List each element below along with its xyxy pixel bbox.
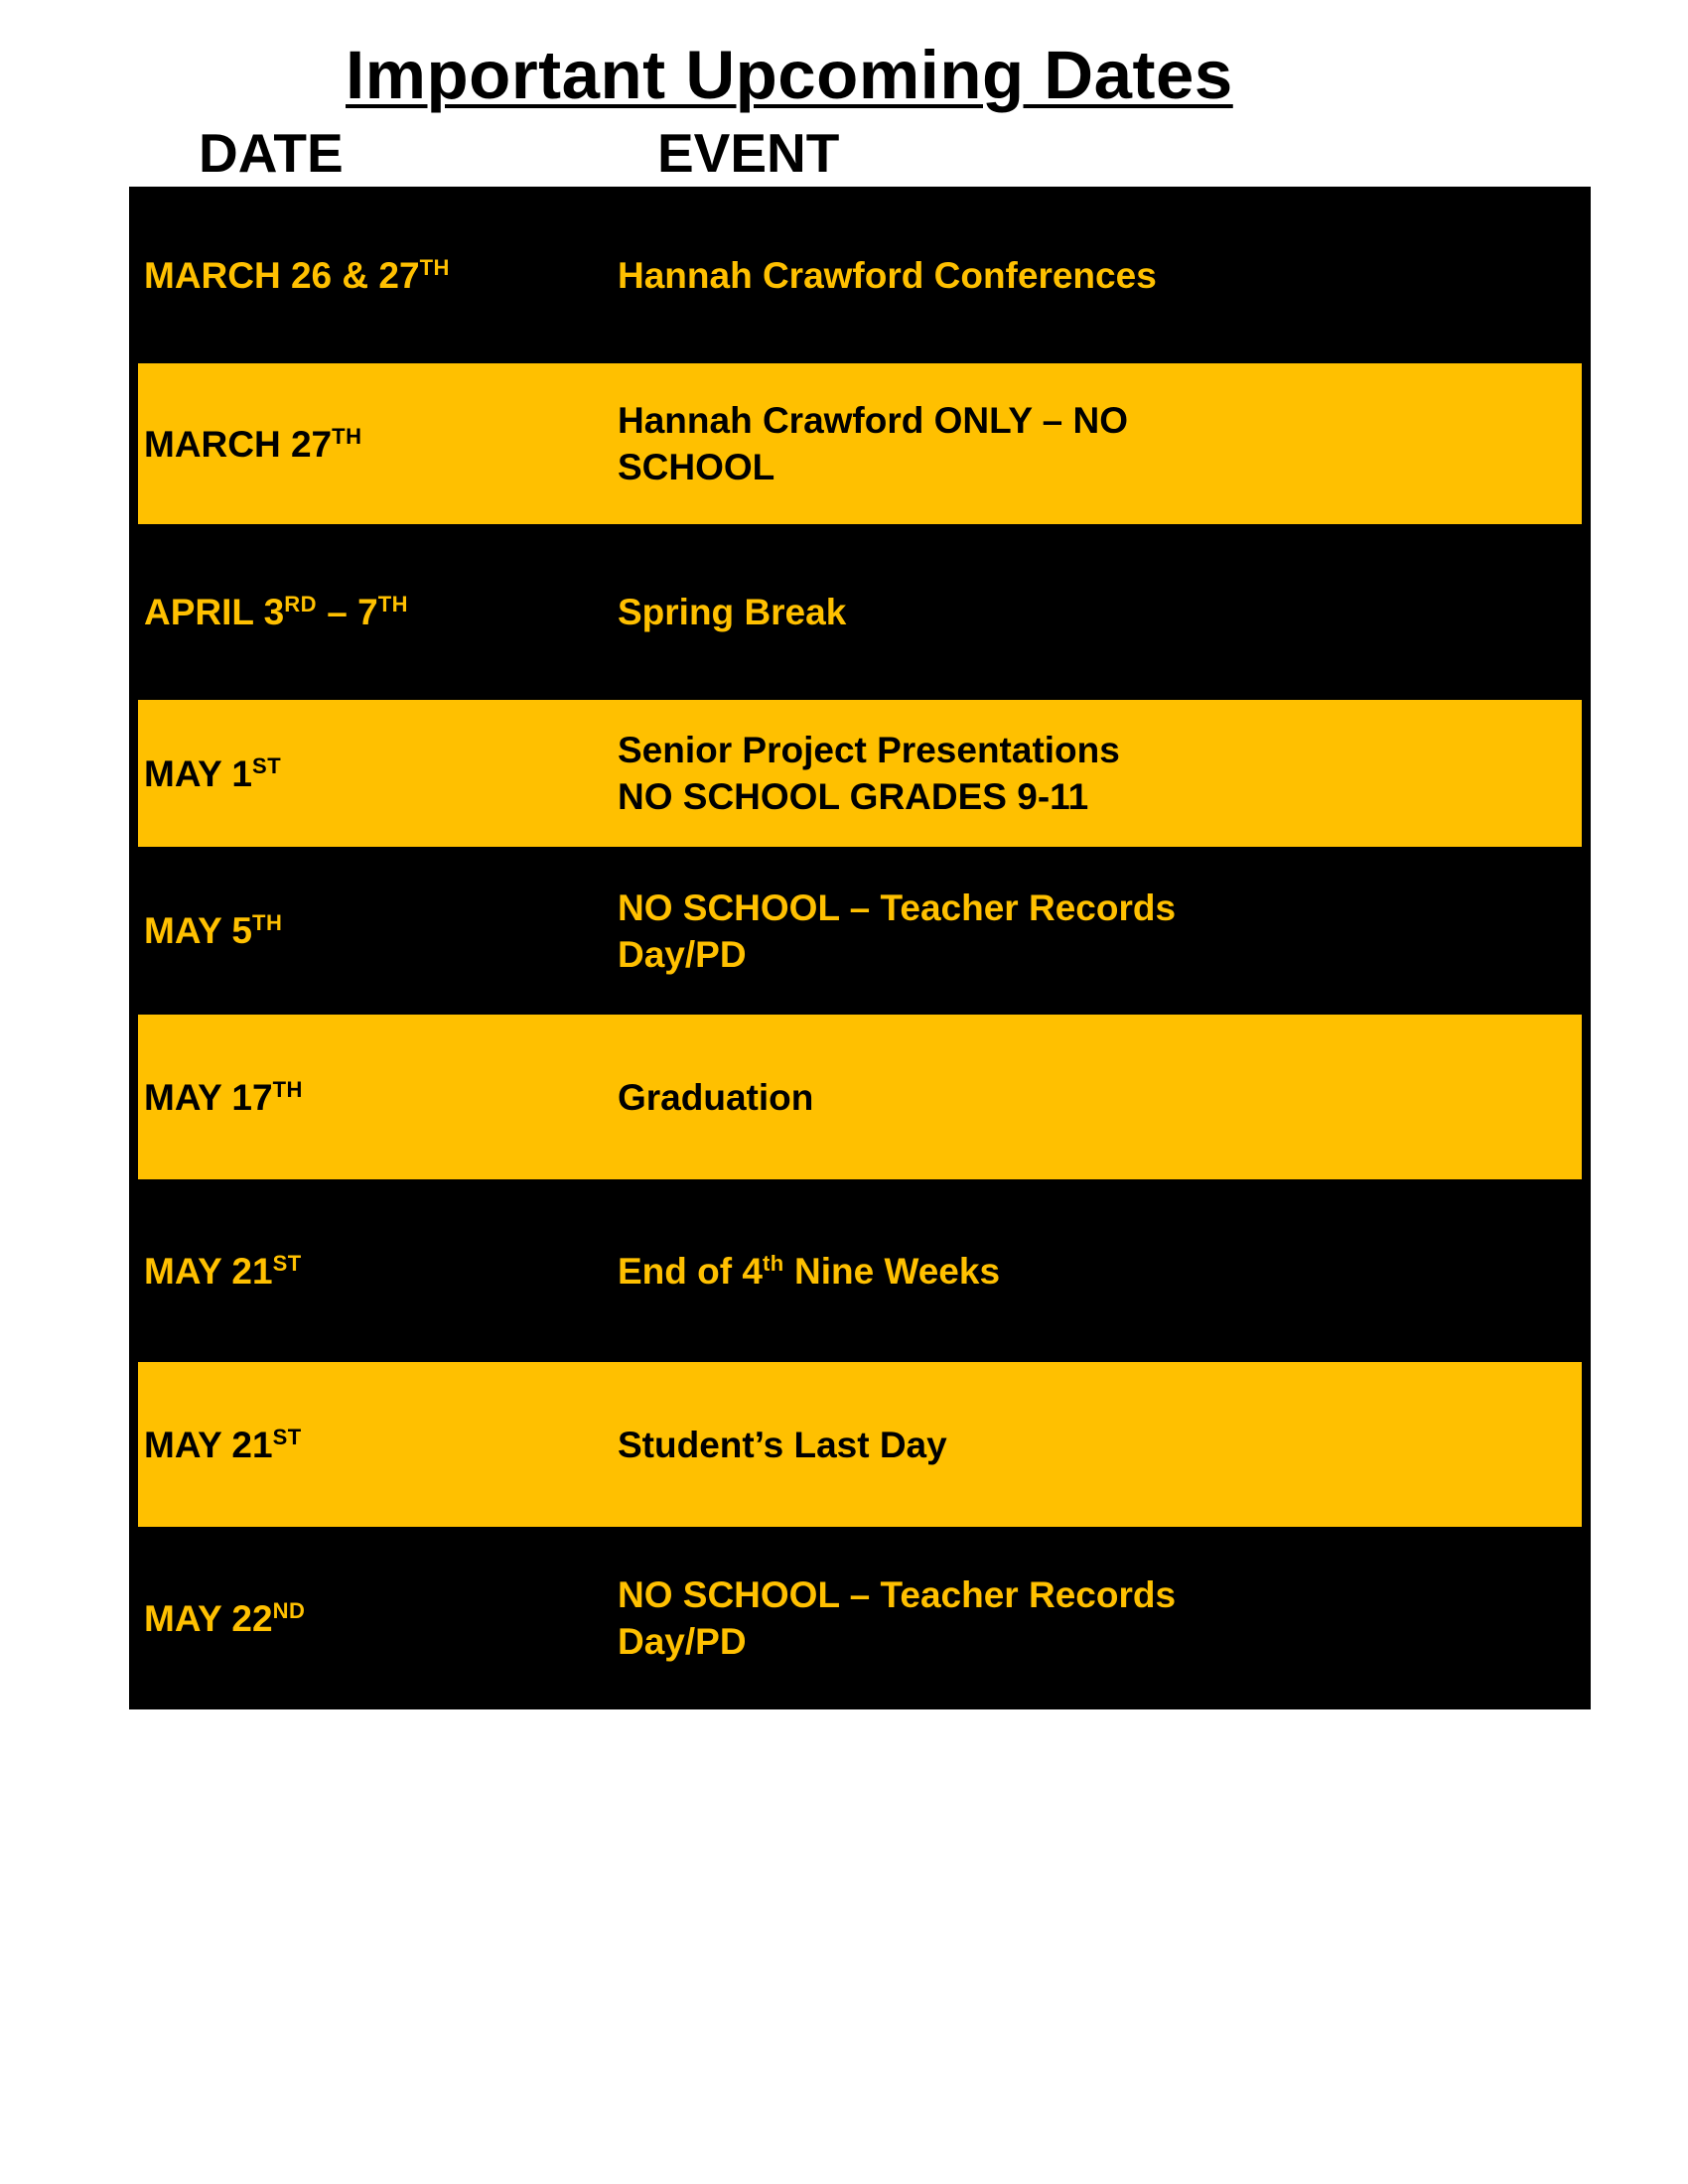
date-cell bbox=[144, 1527, 305, 1709]
table-row bbox=[129, 1179, 1591, 1362]
date-ordinal-suffix: ST bbox=[272, 1250, 302, 1276]
event-cell bbox=[618, 1362, 947, 1527]
date-cell bbox=[144, 847, 282, 1015]
event-text-part: End of 4 bbox=[618, 1250, 763, 1292]
date-ordinal-suffix: RD bbox=[284, 592, 317, 616]
event-text-line-1: Hannah Crawford ONLY – NO bbox=[618, 400, 1128, 441]
event-text: Student’s Last Day bbox=[618, 1424, 947, 1465]
date-cell bbox=[144, 700, 281, 847]
date-ordinal-suffix: TH bbox=[332, 423, 362, 449]
event-text-line-1: NO SCHOOL – Teacher Records bbox=[618, 887, 1177, 928]
date-ordinal-suffix: TH bbox=[252, 910, 283, 935]
page-title: Important Upcoming Dates bbox=[346, 37, 1233, 113]
row-highlight bbox=[138, 1015, 1582, 1179]
event-text-line-2: SCHOOL bbox=[618, 447, 775, 487]
column-header-date: DATE bbox=[199, 122, 344, 184]
event-text-line-2: NO SCHOOL GRADES 9-11 bbox=[618, 776, 1089, 817]
date-cell bbox=[144, 187, 450, 363]
date-text: MAY 21 bbox=[144, 1250, 273, 1292]
date-text: MAY 5 bbox=[144, 910, 253, 951]
date-cell bbox=[144, 363, 361, 524]
table-row bbox=[129, 187, 1591, 363]
event-cell bbox=[618, 847, 1176, 1015]
table-row bbox=[138, 1015, 1582, 1179]
date-cell bbox=[144, 1179, 302, 1362]
date-cell bbox=[144, 1015, 303, 1179]
date-text: MARCH 26 & 27 bbox=[144, 254, 420, 296]
event-text-line-1: NO SCHOOL – Teacher Records bbox=[618, 1574, 1177, 1615]
event-text-line-1: Senior Project Presentations bbox=[618, 730, 1120, 770]
event-cell bbox=[618, 1527, 1176, 1709]
event-cell bbox=[618, 700, 1120, 847]
event-text-part: Nine Weeks bbox=[783, 1250, 1001, 1292]
date-ordinal-suffix: ND bbox=[272, 1597, 306, 1623]
date-ordinal-suffix: ST bbox=[272, 1424, 302, 1449]
date-text: APRIL 3 bbox=[144, 592, 285, 632]
date-text: MAY 21 bbox=[144, 1424, 273, 1465]
event-cell bbox=[618, 1179, 1000, 1362]
table-row bbox=[129, 524, 1591, 700]
table-row bbox=[138, 1362, 1582, 1527]
date-cell bbox=[144, 524, 408, 700]
event-ordinal-suffix: th bbox=[762, 1250, 784, 1276]
date-ordinal-suffix: ST bbox=[252, 752, 282, 778]
table-row bbox=[138, 700, 1582, 847]
table-row bbox=[129, 1527, 1591, 1709]
date-text: MAY 22 bbox=[144, 1597, 273, 1639]
event-cell bbox=[618, 187, 1157, 363]
event-cell bbox=[618, 524, 846, 700]
date-cell bbox=[144, 1362, 302, 1527]
dates-table bbox=[129, 187, 1591, 1709]
date-ordinal-suffix: TH bbox=[272, 1076, 303, 1102]
event-text: Hannah Crawford Conferences bbox=[618, 254, 1157, 296]
date-text: MAY 1 bbox=[144, 752, 253, 794]
date-ordinal-suffix: TH bbox=[419, 254, 450, 280]
event-cell bbox=[618, 1015, 813, 1179]
event-text: Spring Break bbox=[618, 592, 847, 632]
date-text: MAY 17 bbox=[144, 1076, 273, 1118]
event-text-line-2: Day/PD bbox=[618, 1621, 747, 1662]
event-text-line-2: Day/PD bbox=[618, 933, 747, 975]
column-header-event: EVENT bbox=[657, 122, 840, 184]
date-range-end: – 7 bbox=[316, 592, 378, 632]
event-cell bbox=[618, 363, 1128, 524]
date-ordinal-suffix: TH bbox=[377, 592, 409, 616]
event-text: Graduation bbox=[618, 1076, 814, 1118]
event-text bbox=[618, 1248, 1000, 1295]
table-row bbox=[138, 363, 1582, 524]
table-row bbox=[129, 847, 1591, 1015]
date-text: MARCH 27 bbox=[144, 423, 333, 465]
